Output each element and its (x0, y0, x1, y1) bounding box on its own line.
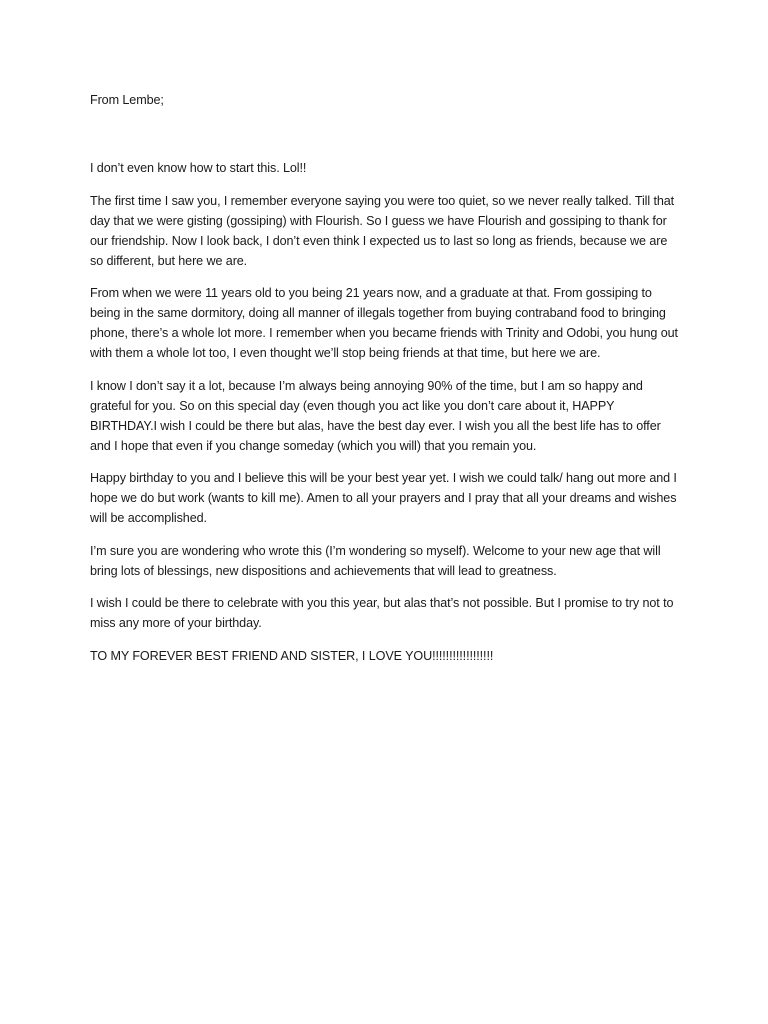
letter-paragraph: I know I don’t say it a lot, because I’m always being annoying 90% of the time, but I am so happy and grateful for you. So on this special day (even though you act like you don’t care about it, HAPPY BIRTHDAY.I wish I could be there but alas, have the best day ever. I wish you all the best life has to offer and I hope that even if you change someday (which you will) that you remain you. (90, 378, 661, 453)
letter-paragraph: The first time I saw you, I remember everyone saying you were too quiet, so we never really talked. Till that day that we were gisting (gossiping) with Flourish. So I guess we have Flourish and gossiping to thank for our friendship. Now I look back, I don’t even think I expected us to last so long as friends, because we are so different, but here we are. (90, 193, 675, 268)
letter-paragraph: From when we were 11 years old to you being 21 years now, and a graduate at that. From gossiping to being in the same dormitory, doing all manner of illegals together from buying contraband food to bringing phone, there’s a whole lot more. I remember when you became friends with Trinity and Odobi, you hung out with them a whole lot too, I even thought we’ll stop being friends at that time, but here we are. (90, 286, 678, 360)
letter-paragraph: Happy birthday to you and I believe this will be your best year yet. I wish we could talk/ hang out more and I hope we do but work (wants to kill me). Amen to all your prayers and I pray that all your dreams and wishes will be accomplished. (90, 471, 677, 525)
letter-closing: TO MY FOREVER BEST FRIEND AND SISTER, I LOVE YOU!!!!!!!!!!!!!!!!!! (90, 648, 494, 663)
letter-paragraph-opening: I don’t even know how to start this. Lol!! (90, 161, 307, 175)
letter-page (90, 90, 680, 678)
letter-paragraph: I’m sure you are wondering who wrote this (I’m wondering so myself). Welcome to your new age that will bring lots of blessings, new dispositions and achievements that will lead to greatness. (90, 543, 661, 578)
letter-greeting: From Lembe; (90, 93, 164, 107)
letter-paragraph: I wish I could be there to celebrate with you this year, but alas that’s not possible. But I promise to try not to miss any more of your birthday. (90, 596, 674, 630)
